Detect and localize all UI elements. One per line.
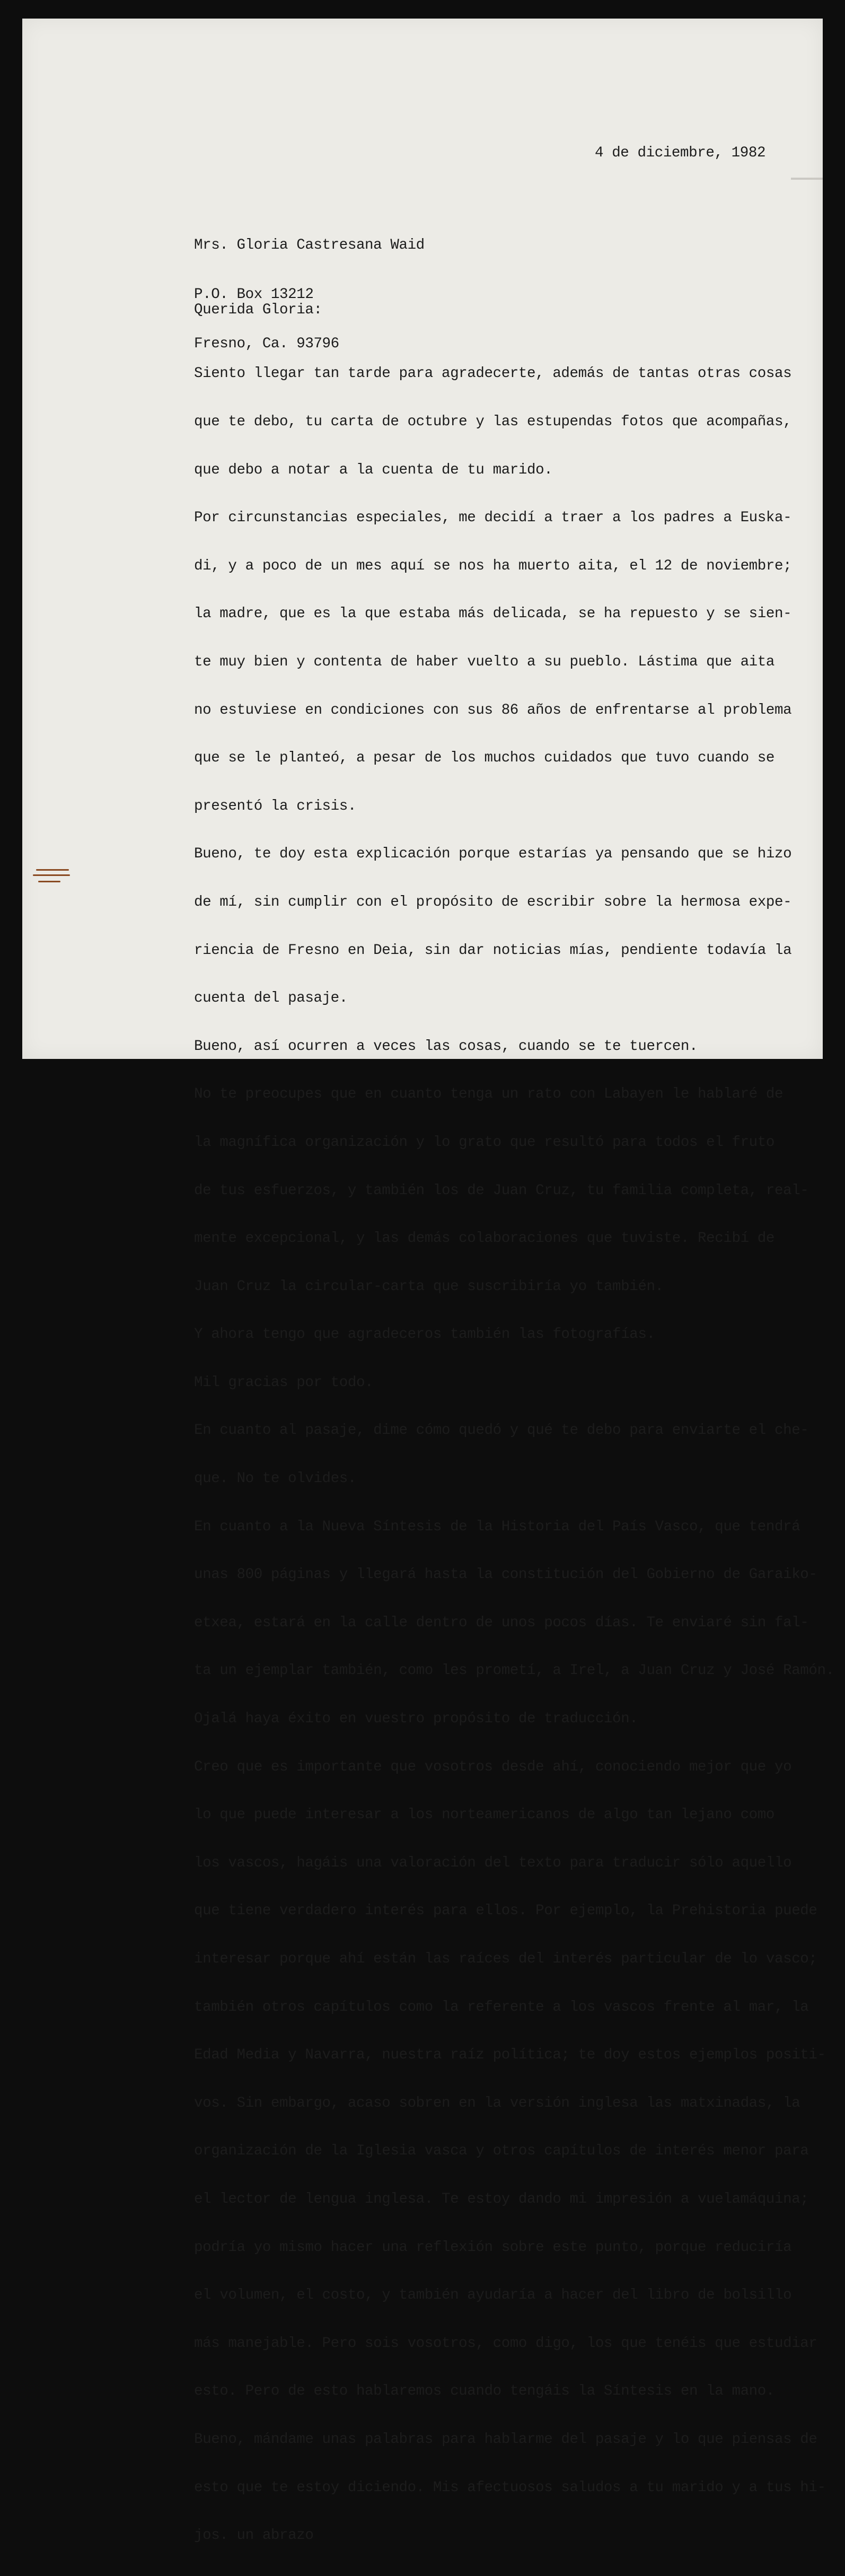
- body-line: que se le planteó, a pesar de los muchos cuidados que tuvo cuando se: [194, 750, 774, 767]
- letter-date: 4 de diciembre, 1982: [595, 145, 766, 161]
- body-line: más manejable. Pero sois vosotros, como digo, los que tenéis que estudiar: [194, 2335, 817, 2352]
- body-line: En cuanto a la Nueva Síntesis de la Historia del País Vasco, que tendrá: [194, 1518, 800, 1535]
- address-line: Mrs. Gloria Castresana Waid: [194, 237, 425, 253]
- rust-stain-marks: [22, 866, 75, 887]
- salutation: Querida Gloria:: [194, 302, 322, 318]
- body-line: de tus esfuerzos, y también los de Juan Cruz, tu familia completa, real-: [194, 1182, 809, 1199]
- body-line: podría yo mismo hacer una reflexión sobre este punto, porque reduciría: [194, 2239, 792, 2256]
- body-line: riencia de Fresno en Deia, sin dar noticias mías, pendiente todavía la: [194, 942, 792, 959]
- body-line: la magnífica organización y lo grato que resultó para todos el fruto: [194, 1134, 774, 1151]
- body-line: Creo que es importante que vosotros desde ahí, conociendo mejor que yo: [194, 1758, 792, 1775]
- body-line: que debo a notar a la cuenta de tu marido.: [194, 461, 553, 478]
- body-line: Siento llegar tan tarde para agradecerte, además de tantas otras cosas: [194, 365, 792, 382]
- body-line: ta un ejemplar también, como les prometí, a Irel, a Juan Cruz y José Ramón.: [194, 1662, 834, 1679]
- body-line: esto. Pero de esto hablaremos cuando tengáis la Síntesis en la mano.: [194, 2383, 774, 2400]
- body-line: cuenta del pasaje.: [194, 990, 348, 1007]
- body-line: Bueno, te doy esta explicación porque estarías ya pensando que se hizo: [194, 846, 792, 863]
- body-line: la madre, que es la que estaba más delicada, se ha repuesto y se sien-: [194, 606, 792, 623]
- body-line: Edad Media y Navarra, nuestra raíz política; te doy estos ejemplos positi-: [194, 2047, 826, 2064]
- body-line: de mí, sin cumplir con el propósito de escribir sobre la hermosa expe-: [194, 893, 792, 910]
- body-line: te muy bien y contenta de haber vuelto a su pueblo. Lástima que aita: [194, 653, 774, 670]
- letter-body: [194, 334, 834, 2576]
- body-line: no estuviese en condiciones con sus 86 años de enfrentarse al problema: [194, 702, 792, 719]
- body-line: jos. un abrazo: [194, 2527, 314, 2544]
- body-line: mente excepcional, y las demás colaboraciones que tuviste. Recibí de: [194, 1230, 774, 1247]
- body-line: Juan Cruz la circular-carta que suscribiría yo también.: [194, 1278, 664, 1295]
- body-line: unas 800 páginas y llegará hasta la constitución del Gobierno de Garaiko-: [194, 1566, 817, 1583]
- address-line: Fresno, Ca. 93796: [194, 336, 339, 352]
- body-line: Ojalá haya éxito en vuestro propósito de traducción.: [194, 1711, 638, 1728]
- body-line: los vascos, hagáis una valoración del texto para traducir sólo aquello: [194, 1854, 792, 1871]
- body-line: que tiene verdadero interés para ellos. Por ejemplo, la Prehistoria puede: [194, 1903, 817, 1920]
- body-line: también otros capítulos como la referente a los vascos frente al mar, la: [194, 1999, 809, 2016]
- body-line: di, y a poco de un mes aquí se nos ha muerto aita, el 12 de noviembre;: [194, 557, 792, 574]
- body-line: No te preocupes que en cuanto tenga un rato con Labayen le hablaré de: [194, 1086, 784, 1103]
- body-line: organización de la Iglesia vasca y otros capítulos de interés menor para: [194, 2143, 809, 2160]
- body-line: presentó la crisis.: [194, 798, 356, 814]
- body-line: Bueno, mándame unas palabras para hablarme del pasaje y lo que piensas de: [194, 2431, 817, 2448]
- body-line: En cuanto al pasaje, dime cómo quedó y qué te debo para enviarte el che-: [194, 1422, 809, 1439]
- address-line: P.O. Box 13212: [194, 286, 314, 303]
- body-line: esto que te estoy diciendo. Mis afectuosos saludos a tu marido y a tus hi-: [194, 2479, 826, 2496]
- body-line: Y ahora tengo que agradeceros también las fotografías.: [194, 1326, 655, 1343]
- paper-edge-mark: [791, 178, 823, 180]
- body-line: el volumen, el costo, y también ayudaría a hacer del libro de bolsillo: [194, 2287, 792, 2304]
- body-line: el lector de lengua inglesa. Te estoy dando mi impresión a vuelamáquina;: [194, 2191, 809, 2207]
- body-line: Bueno, así ocurren a veces las cosas, cuando se te tuercen.: [194, 1038, 698, 1055]
- body-line: etxea, estará en la calle dentro de unos pocos días. Te enviaré sin fal-: [194, 1614, 809, 1631]
- body-line: Por circunstancias especiales, me decidí a traer a los padres a Euska-: [194, 510, 792, 527]
- body-line: que. No te olvides.: [194, 1470, 356, 1487]
- body-line: Mil gracias por todo.: [194, 1374, 374, 1391]
- body-line: que te debo, tu carta de octubre y las estupendas fotos que acompañas,: [194, 414, 792, 430]
- letter-page: [22, 19, 834, 2544]
- body-line: vos. Sin embargo, acaso sobren en la versión inglesa las matxinadas, la: [194, 2095, 800, 2111]
- body-line: lo que puede interesar a los norteamericanos de algo tan lejano como: [194, 1807, 774, 1824]
- body-line: interesar porque ahí están las raíces del interés particular de lo vasco;: [194, 1951, 817, 1967]
